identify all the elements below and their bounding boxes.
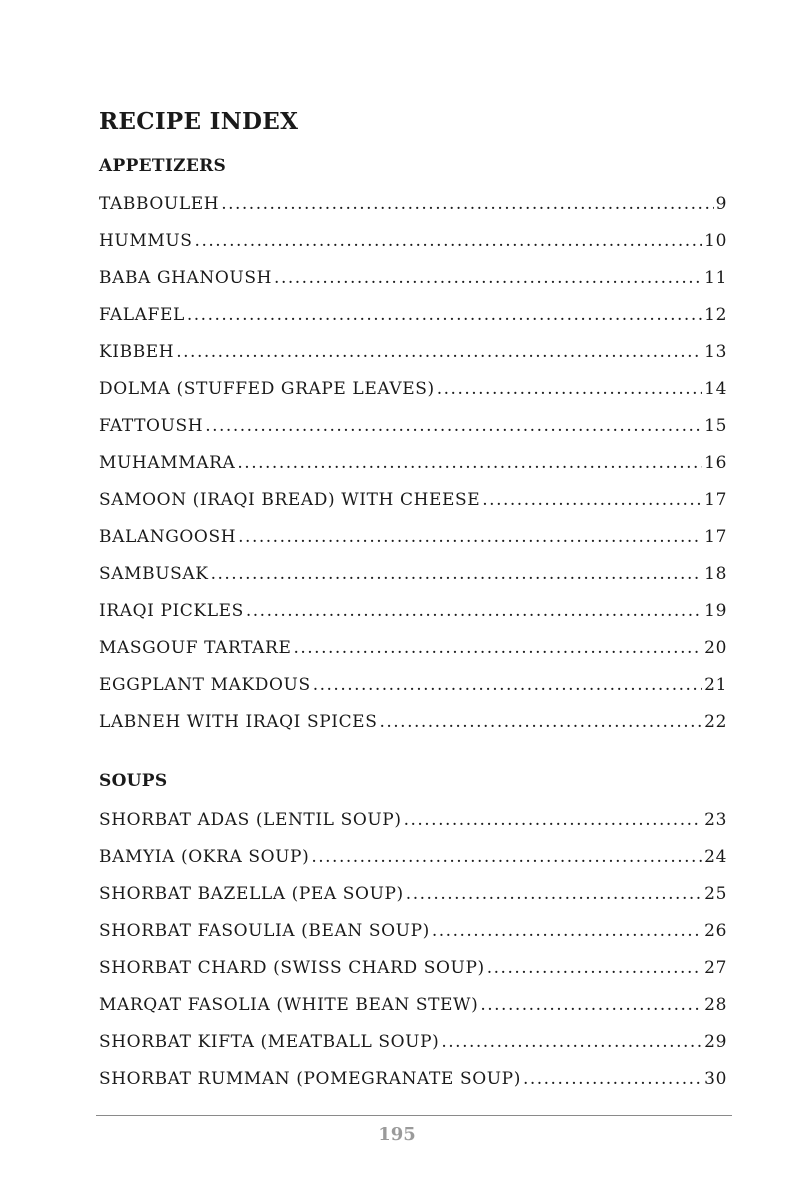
dot-leader (482, 482, 702, 519)
recipe-name: SHORBAT BAZELLA (PEA SOUP) (99, 884, 404, 904)
index-entry (99, 704, 727, 741)
dot-leader (437, 371, 702, 408)
recipe-name: BALANGOOSH (99, 527, 237, 547)
recipe-page-number: 29 (704, 1032, 727, 1052)
recipe-name: MARQAT FASOLIA (WHITE BEAN STEW) (99, 995, 479, 1015)
recipe-page-number: 27 (704, 958, 727, 978)
section-heading-soups: SOUPS (99, 771, 168, 791)
index-entry (99, 297, 727, 334)
recipe-page-number: 9 (715, 194, 727, 214)
recipe-page-number: 28 (704, 995, 727, 1015)
recipe-name: SHORBAT RUMMAN (POMEGRANATE SOUP) (99, 1069, 521, 1089)
index-entry (99, 593, 727, 630)
dot-leader (404, 802, 703, 839)
index-entry (99, 1061, 727, 1098)
index-entry (99, 260, 727, 297)
dot-leader (432, 913, 702, 950)
dot-leader (274, 260, 702, 297)
recipe-page-number: 18 (704, 564, 727, 584)
recipe-name: SHORBAT ADAS (LENTIL SOUP) (99, 810, 402, 830)
index-entry (99, 839, 727, 876)
dot-leader (487, 950, 702, 987)
index-entry (99, 186, 727, 223)
recipe-page-number: 12 (704, 305, 727, 325)
recipe-page-number: 23 (704, 810, 727, 830)
dot-leader (379, 704, 702, 741)
recipe-page-number: 15 (704, 416, 727, 436)
recipe-name: EGGPLANT MAKDOUS (99, 675, 311, 695)
recipe-page-number: 20 (704, 638, 727, 658)
index-entry (99, 630, 727, 667)
page-number: 195 (378, 1124, 416, 1145)
dot-leader (293, 630, 702, 667)
index-entry (99, 950, 727, 987)
recipe-name: MUHAMMARA (99, 453, 236, 473)
dot-leader (237, 445, 702, 482)
dot-leader (406, 876, 702, 913)
index-entry (99, 223, 727, 260)
index-entry (99, 987, 727, 1024)
dot-leader (187, 297, 702, 334)
dot-leader (195, 223, 703, 260)
recipe-name: BABA GHANOUSH (99, 268, 273, 288)
dot-leader (313, 667, 702, 704)
index-entry (99, 371, 727, 408)
recipe-name: TABBOULEH (99, 194, 220, 214)
recipe-page-number: 17 (704, 490, 727, 510)
index-entry (99, 408, 727, 445)
recipe-name: SHORBAT CHARD (SWISS CHARD SOUP) (99, 958, 485, 978)
recipe-name: BAMYIA (OKRA SOUP) (99, 847, 310, 867)
recipe-name: DOLMA (STUFFED GRAPE LEAVES) (99, 379, 435, 399)
recipe-page-number: 11 (704, 268, 727, 288)
recipe-name: MASGOUF TARTARE (99, 638, 292, 658)
index-entry (99, 519, 727, 556)
recipe-page-number: 10 (704, 231, 727, 251)
dot-leader (176, 334, 702, 371)
section-heading-appetizers: APPETIZERS (99, 156, 227, 176)
index-page (99, 0, 727, 1191)
soups-list (99, 802, 727, 1098)
recipe-name: SHORBAT FASOULIA (BEAN SOUP) (99, 921, 430, 941)
footer-divider (96, 1115, 732, 1116)
appetizers-list (99, 186, 727, 741)
recipe-name: FATTOUSH (99, 416, 204, 436)
recipe-page-number: 30 (704, 1069, 727, 1089)
recipe-page-number: 24 (704, 847, 727, 867)
recipe-page-number: 17 (704, 527, 727, 547)
recipe-name: FALAFEL (99, 305, 185, 325)
index-entry (99, 334, 727, 371)
recipe-page-number: 22 (704, 712, 727, 732)
dot-leader (238, 519, 702, 556)
dot-leader (311, 839, 702, 876)
dot-leader (480, 987, 702, 1024)
index-entry (99, 802, 727, 839)
dot-leader (205, 408, 702, 445)
dot-leader (523, 1061, 702, 1098)
recipe-name: LABNEH WITH IRAQI SPICES (99, 712, 378, 732)
index-entry (99, 556, 727, 593)
recipe-name: SAMBUSAK (99, 564, 209, 584)
recipe-name: KIBBEH (99, 342, 175, 362)
page-title: RECIPE INDEX (99, 108, 299, 135)
recipe-page-number: 21 (704, 675, 727, 695)
index-entry (99, 1024, 727, 1061)
recipe-page-number: 16 (704, 453, 727, 473)
recipe-page-number: 19 (704, 601, 727, 621)
index-entry (99, 445, 727, 482)
recipe-page-number: 14 (704, 379, 727, 399)
recipe-name: SAMOON (IRAQI BREAD) WITH CHEESE (99, 490, 481, 510)
recipe-name: SHORBAT KIFTA (MEATBALL SOUP) (99, 1032, 440, 1052)
recipe-name: IRAQI PICKLES (99, 601, 244, 621)
recipe-page-number: 25 (704, 884, 727, 904)
dot-leader (221, 186, 713, 223)
recipe-name: HUMMUS (99, 231, 193, 251)
index-entry (99, 913, 727, 950)
recipe-page-number: 26 (704, 921, 727, 941)
recipe-page-number: 13 (704, 342, 727, 362)
dot-leader (211, 556, 703, 593)
dot-leader (246, 593, 702, 630)
index-entry (99, 876, 727, 913)
index-entry (99, 667, 727, 704)
dot-leader (441, 1024, 702, 1061)
index-entry (99, 482, 727, 519)
